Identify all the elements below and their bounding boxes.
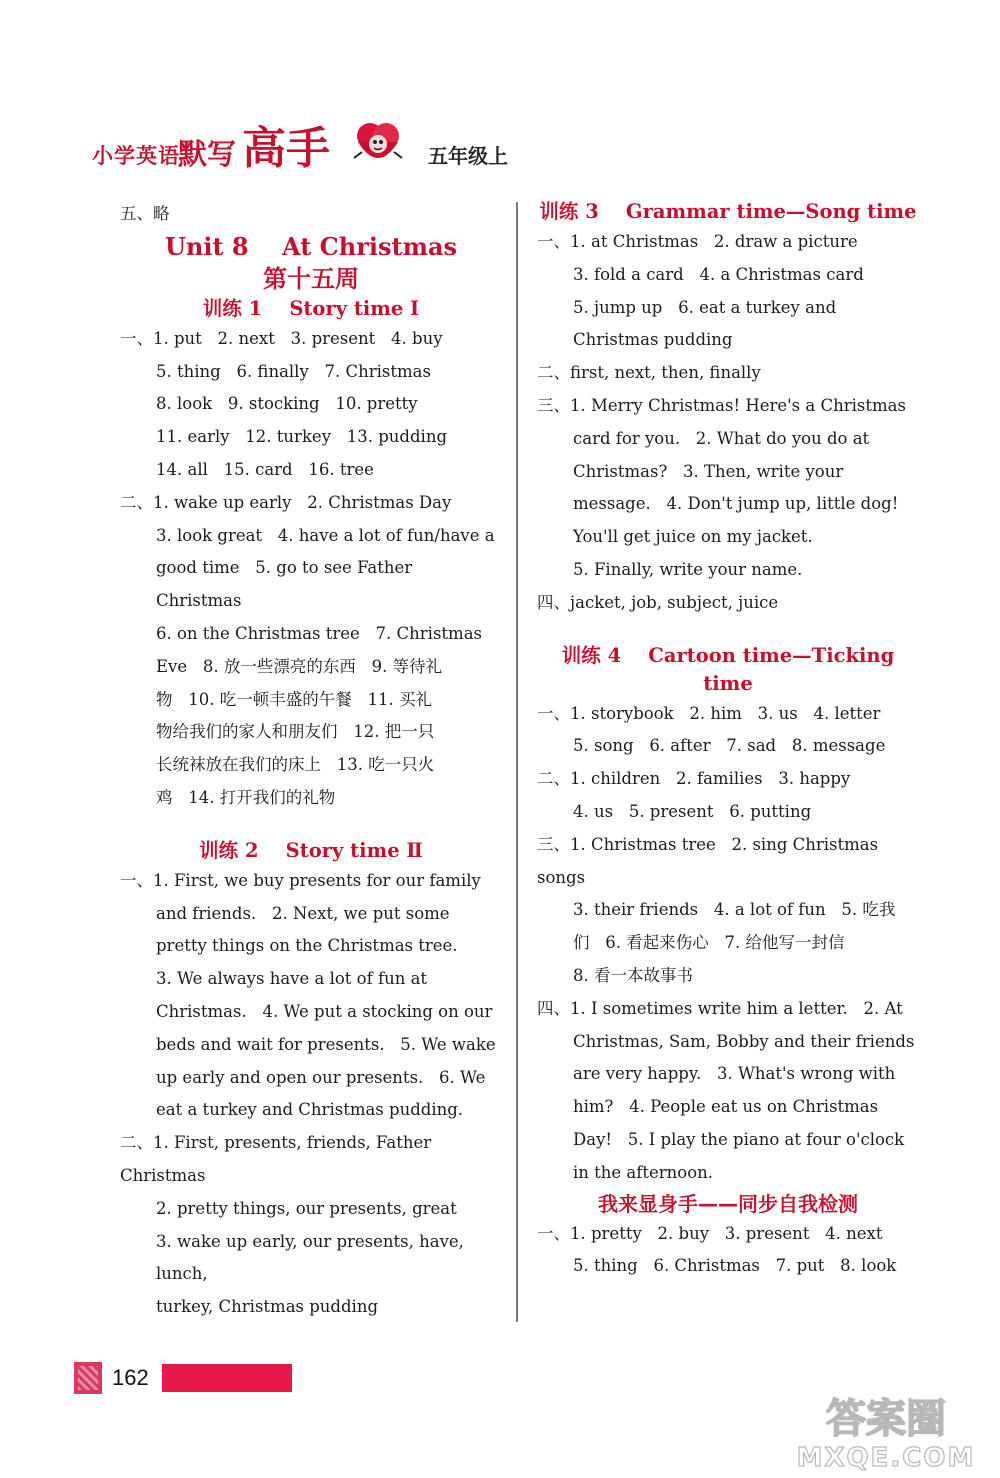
answer-line: in the afternoon.	[573, 1162, 714, 1182]
series-title-mid: 默写	[178, 137, 237, 171]
answer-line: 5. thing 6. finally 7. Christmas	[156, 361, 431, 381]
answer-line: 11. early 12. turkey 13. pudding	[156, 427, 448, 447]
answer-line: 5. song 6. after 7. sad 8. message	[573, 736, 886, 756]
section-note: 五、略	[120, 204, 170, 223]
answer-line: You'll get juice on my jacket.	[573, 527, 813, 547]
week-title: 第十五周	[263, 264, 359, 293]
answer-line: 6. on the Christmas tree 7. Christmas	[156, 623, 483, 643]
answer-line: 长统袜放在我们的床上 13. 吃一只火	[156, 755, 435, 775]
self-check-title: 我来显身手——同步自我检测	[598, 1191, 858, 1216]
answer-line: 一、1. pretty 2. buy 3. present 4. next	[537, 1223, 883, 1243]
answer-line: up early and open our presents. 6. We	[156, 1067, 486, 1087]
answer-line: 3. fold a card 4. a Christmas card	[573, 264, 864, 284]
series-title-big: 高手	[242, 123, 330, 174]
exercise-title-1: 训练 1 Story time Ⅰ	[202, 296, 420, 320]
answer-line: 8. look 9. stocking 10. pretty	[156, 394, 418, 414]
answer-line: 一、1. put 2. next 3. present 4. buy	[120, 328, 443, 348]
grade-label: 五年级上	[428, 144, 508, 168]
answer-line: are very happy. 3. What's wrong with	[573, 1064, 896, 1084]
answer-line: 四、jacket, job, subject, juice	[537, 592, 779, 612]
answer-line: 二、1. First, presents, friends, Father Christmas	[120, 1133, 437, 1185]
exercise-title-3: 训练 3 Grammar time—Song time	[539, 200, 917, 223]
answer-line: message. 4. Don't jump up, little dog!	[573, 494, 899, 514]
answer-line: good time 5. go to see Father Christmas	[156, 558, 418, 611]
answer-line: 一、1. storybook 2. him 3. us 4. letter	[537, 703, 881, 723]
answer-line: 三、1. Christmas tree 2. sing Christmas songs	[537, 834, 884, 887]
answer-line: 4. us 5. present 6. putting	[573, 801, 812, 821]
answer-line: 一、1. at Christmas 2. draw a picture	[537, 232, 858, 251]
answer-line: 5. jump up 6. eat a turkey and	[573, 297, 837, 317]
answer-line: him? 4. People eat us on Christmas	[573, 1097, 879, 1117]
answer-line: 二、1. children 2. families 3. happy	[537, 769, 851, 789]
column-divider	[516, 202, 518, 1322]
answer-line: 5. Finally, write your name.	[573, 559, 803, 579]
answer-line: Christmas? 3. Then, write your	[573, 461, 844, 481]
watermark	[786, 1388, 986, 1472]
answer-line: 二、first, next, then, finally	[537, 363, 761, 383]
answer-line: 鸡 14. 打开我们的礼物	[156, 787, 336, 807]
answer-line: 8. 看一本故事书	[573, 965, 693, 985]
left-column	[120, 198, 502, 1324]
answer-line: 物 10. 吃一顿丰盛的午餐 11. 买礼	[156, 689, 432, 709]
answer-line: 3. look great 4. have a lot of fun/have a	[156, 525, 495, 545]
answer-line: 物给我们的家人和朋友们 12. 把一只	[156, 722, 435, 742]
answer-line: Day! 5. I play the piano at four o'clock	[573, 1129, 905, 1149]
answer-line: 三、1. Merry Christmas! Here's a Christmas	[537, 395, 906, 415]
unit-title: Unit 8 At Christmas	[164, 231, 458, 261]
answer-line: 四、1. I sometimes write him a letter. 2. At	[537, 998, 903, 1018]
answer-line: eat a turkey and Christmas pudding.	[156, 1100, 464, 1120]
answer-line: 一、1. First, we buy presents for our family	[120, 870, 481, 890]
answer-line: card for you. 2. What do you do at	[573, 428, 870, 448]
exercise-title-2: 训练 2 Story time Ⅱ	[199, 838, 423, 862]
watermark-url: MXQE.COM	[796, 1443, 976, 1472]
right-column	[537, 198, 919, 1283]
watermark-logo: 答案圈	[826, 1396, 946, 1442]
answer-line: and friends. 2. Next, we put some	[156, 903, 450, 923]
answer-line: 2. pretty things, our presents, great	[156, 1198, 457, 1218]
answer-line: pretty things on the Christmas tree.	[156, 936, 458, 956]
answer-line: Christmas. 4. We put a stocking on our	[156, 1001, 493, 1021]
answer-line: 3. their friends 4. a lot of fun 5. 吃我	[573, 900, 896, 920]
answer-line: 3. wake up early, our presents, have, lunch,	[156, 1231, 470, 1284]
answer-line: beds and wait for presents. 5. We wake	[156, 1034, 496, 1054]
answer-line: turkey, Christmas pudding	[156, 1297, 379, 1317]
exercise-title-4: 训练 4 Cartoon time—Ticking time	[561, 643, 901, 695]
page-number: 162	[112, 1365, 149, 1390]
page-color-bar	[162, 1364, 292, 1392]
answer-line: 3. We always have a lot of fun at	[156, 969, 428, 989]
answer-line: 14. all 15. card 16. tree	[156, 459, 374, 479]
answer-line: 们 6. 看起来伤心 7. 给他写一封信	[573, 933, 845, 953]
page-mark-icon	[74, 1362, 102, 1394]
book-header	[92, 112, 532, 182]
series-title-small: 小学英语	[92, 144, 180, 168]
answer-line: 5. thing 6. Christmas 7. put 8. look	[573, 1256, 897, 1276]
answer-line: 二、1. wake up early 2. Christmas Day	[120, 492, 452, 512]
answer-line: Christmas, Sam, Bobby and their friends	[573, 1031, 915, 1051]
answer-line: Christmas pudding	[573, 330, 733, 350]
answer-line: Eve 8. 放一些漂亮的东西 9. 等待礼	[156, 656, 443, 676]
mascot-logo-icon	[348, 112, 408, 172]
